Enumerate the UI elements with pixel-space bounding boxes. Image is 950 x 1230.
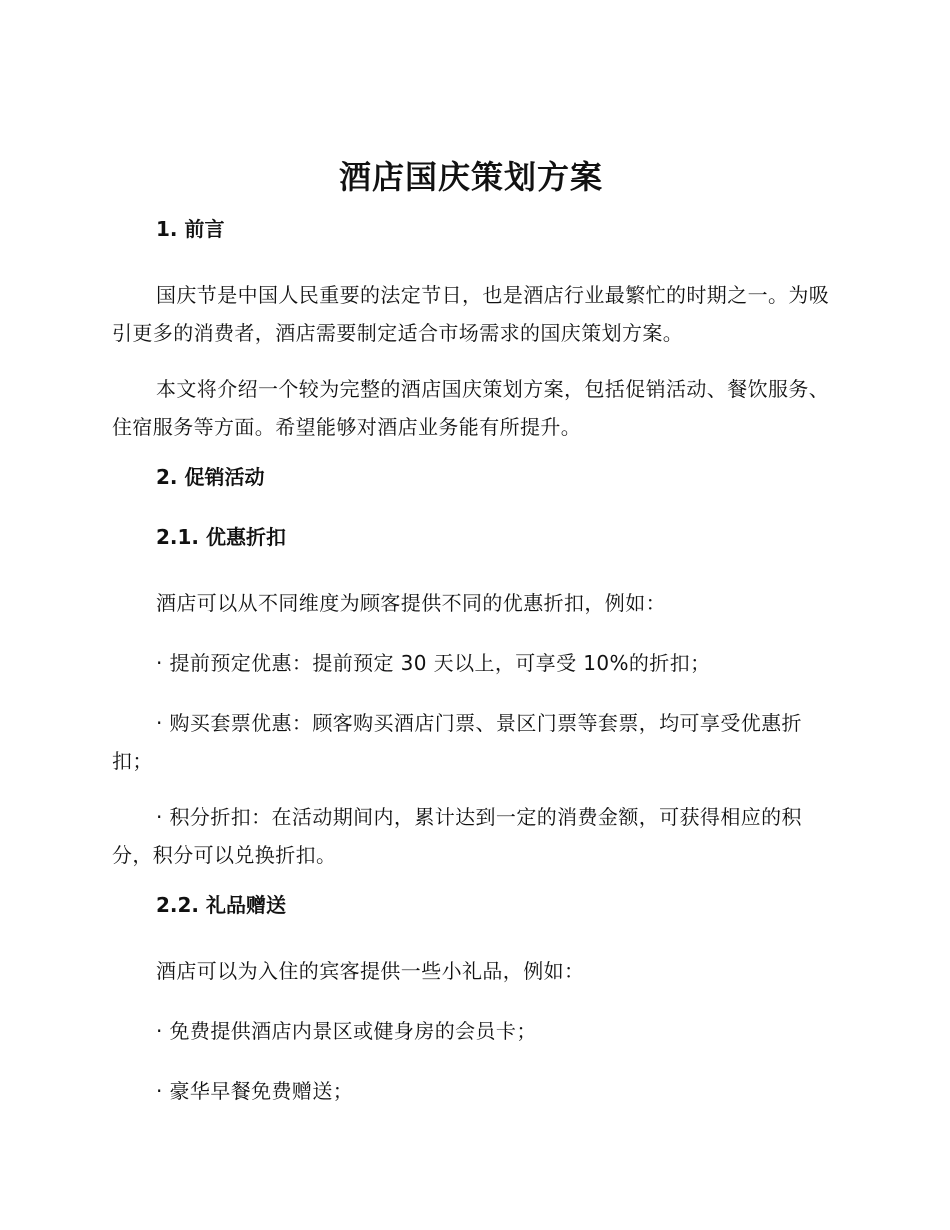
section-heading-preface: 1. 前言: [156, 217, 225, 241]
list-item-early-booking: · 提前预定优惠：提前预定 30 天以上，可享受 10%的折扣；: [156, 651, 711, 675]
paragraph-intro-2: 本文将介绍一个较为完整的酒店国庆策划方案，包括促销活动、餐饮服务、住宿服务等方面。希望能够对酒店业务能有所提升。: [112, 377, 830, 439]
document-title: 酒店国庆策划方案: [338, 158, 603, 196]
paragraph-gifts-intro: 酒店可以为入住的宾客提供一些小礼品，例如：: [156, 959, 585, 983]
list-item-package-ticket: · 购买套票优惠：顾客购买酒店门票、景区门票等套票，均可享受优惠折扣；: [112, 711, 802, 773]
subsection-heading-gifts: 2.2. 礼品赠送: [156, 893, 286, 917]
paragraph-discounts-intro: 酒店可以从不同维度为顾客提供不同的优惠折扣，例如：: [156, 591, 666, 615]
section-heading-promotions: 2. 促销活动: [156, 465, 265, 489]
subsection-heading-discounts: 2.1. 优惠折扣: [156, 525, 286, 549]
list-item-free-breakfast: · 豪华早餐免费赠送；: [156, 1079, 354, 1103]
paragraph-intro-1: 国庆节是中国人民重要的法定节日，也是酒店行业最繁忙的时期之一。为吸引更多的消费者，酒店需要制定适合市场需求的国庆策划方案。: [112, 283, 830, 345]
list-item-points-discount: · 积分折扣：在活动期间内，累计达到一定的消费金额，可获得相应的积分，积分可以兑换折扣。: [112, 805, 802, 867]
list-item-membership-card: · 免费提供酒店内景区或健身房的会员卡；: [156, 1019, 537, 1043]
